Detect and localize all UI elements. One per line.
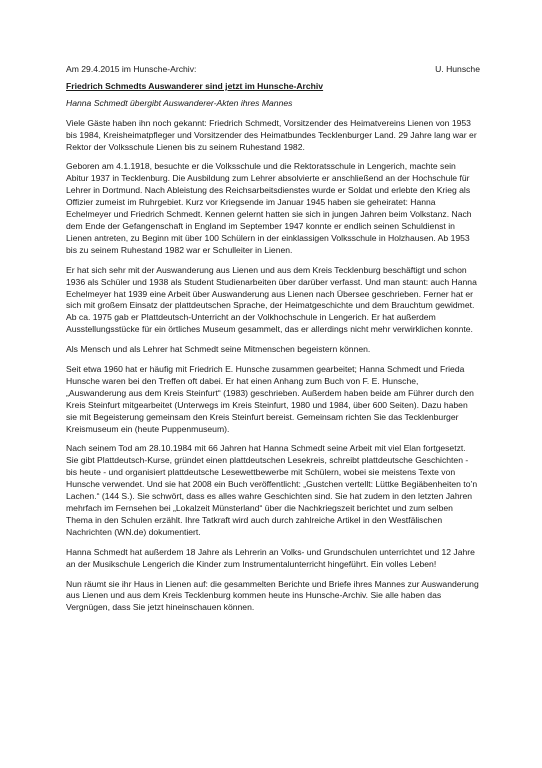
paragraph-hanna-teaching: Hanna Schmedt hat außerdem 18 Jahre als Lehrerin an Volks- und Grundschulen unterrichtet und 12 Jahre an der Musikschule Lengerich die Kinder zum Instrumentalunterricht hingeführt. Ein volles Leben! <box>66 546 475 569</box>
paragraph-emigration-research: Er hat sich sehr mit der Auswanderung aus Lienen und aus dem Kreis Tecklenburg beschäftigt und schon 1936 als Schüler und 1938 als Student Studienarbeiten über darüber verfasst. Und man staunt: auch Hanna Echelmeyer hat 1939 eine Arbeit über Auswanderung aus Lienen nach Übersee geschrieben. Ferner hat er sich mit großem Einsatz der plattdeutschen Sprache, der Heimatgeschichte und dem Brauchtum gewidmet. Ab ca. 1975 gab er Plattdeutsch-Unterricht an der Volkhochschule in Lengerich. Er hat außerdem Ausstellungsstücke für ein örtliches Museum gesammelt, das er allerdings nicht mehr verwirklichen konnte. <box>66 264 477 335</box>
paragraph-hanna-work: Nach seinem Tod am 28.10.1984 mit 66 Jahren hat Hanna Schmedt seine Arbeit mit viel Elan fortgesetzt. Sie gibt Plattdeutsch-Kurse, gründet einen plattdeutschen Lesekreis, schreibt plattdeutsche Geschichten - bis heute - und organisiert plattdeutsche Lesewettbewerbe mit Schülern, wobei sie meistens Texte von Hunsche verwendet. Und sie hat 2008 ein Buch veröffentlicht: „Gustchen vertellt: Lüttke Begiäbenheiten to’n Lachen.“ (144 S.). Sie schwört, dass es alles wahre Geschichten sind. Sie hat zudem in den letzten Jahren mehrfach im Fernsehen bei „Lokalzeit Münsterland“ über die Nachkriegszeit berichtet und zum selben Thema in den Schulen erzählt. Ihre Tatkraft wird auch durch zahlreiche Artikel in den Westfälischen Nachrichten (WN.de) dokumentiert. <box>66 443 478 537</box>
author-name: U. Hunsche <box>435 64 480 74</box>
document-page <box>66 64 480 622</box>
paragraph-biography: Geboren am 4.1.1918, besuchte er die Volksschule und die Rektoratsschule in Lengerich, machte sein Abitur 1937 in Tecklenburg. Die Ausbildung zum Lehrer absolvierte er anschließend an der Hochschule für Lehrer in Dortmund. Nach Ableistung des Reichsarbeitsdienstes wurde er Soldat und erlebte den Krieg als Offizier zumeist im Ruhrgebiet. Kurz vor Kriegsende im Januar 1945 haben sie geheiratet: Hanna Echelmeyer und Friedrich Schmedt. Kennen gelernt hatten sie sich in jungen Jahren beim Volkstanz. Nach dem Ende der Gefangenschaft in England im September 1947 konnte er endlich seinen Schuldienst in Lienen antreten, zu Beginn mit über 100 Schülern in der einklassigen Volksschule in Holzhausen. Ab 1953 bis zu seinem Ruhestand 1982 war er Schulleiter in Lienen. <box>66 161 472 255</box>
paragraph-collaboration: Seit etwa 1960 hat er häufig mit Friedrich E. Hunsche zusammen gearbeitet; Hanna Schmedt und Frieda Hunsche waren bei den Treffen oft dabei. Er hat einen Anhang zum Buch von F. E. Hunsche, „Auswanderung aus dem Kreis Steinfurt“ (1983) geschrieben. Außerdem haben beide am Führer durch den Kreis Steinfurt mitgearbeitet (Unterwegs im Kreis Steinfurt, 1980 und 1984, über 600 Seiten). Dazu haben sie mit Begeisterung gemeinsam den Kreis Steinfurt bereist. Gemeinsam richten Sie das Tecklenburger Kreismuseum ein (heute Puppenmuseum). <box>66 364 474 434</box>
paragraph-archive-handover: Nun räumt sie ihr Haus in Lienen auf: die gesammelten Berichte und Briefe ihres Mannes zur Auswanderung aus Lienen und aus dem Kreis Tecklenburg kommen heute ins Hunsche-Archiv. Sie alle haben das Vergnügen, dass Sie jetzt hineinschauen können. <box>66 578 479 613</box>
date-location: Am 29.4.2015 im Hunsche-Archiv: <box>66 64 197 74</box>
paragraph-intro: Viele Gäste haben ihn noch gekannt: Friedrich Schmedt, Vorsitzender des Heimatvereins Lienen von 1953 bis 1984, Kreisheimatpfleger und Vorsitzender des Heimatbundes Tecklenburger Land. 29 Jahre lang war er Rektor der Volksschule Lienen bis zu seinem Ruhestand 1982. <box>66 117 477 152</box>
article-title: Friedrich Schmedts Auswanderer sind jetzt im Hunsche-Archiv <box>66 80 324 91</box>
header-line <box>66 64 480 76</box>
paragraph-teacher: Als Mensch und als Lehrer hat Schmedt seine Mitmenschen begeistern können. <box>66 344 371 355</box>
article-subtitle: Hanna Schmedt übergibt Auswanderer-Akten ihres Mannes <box>66 97 293 108</box>
